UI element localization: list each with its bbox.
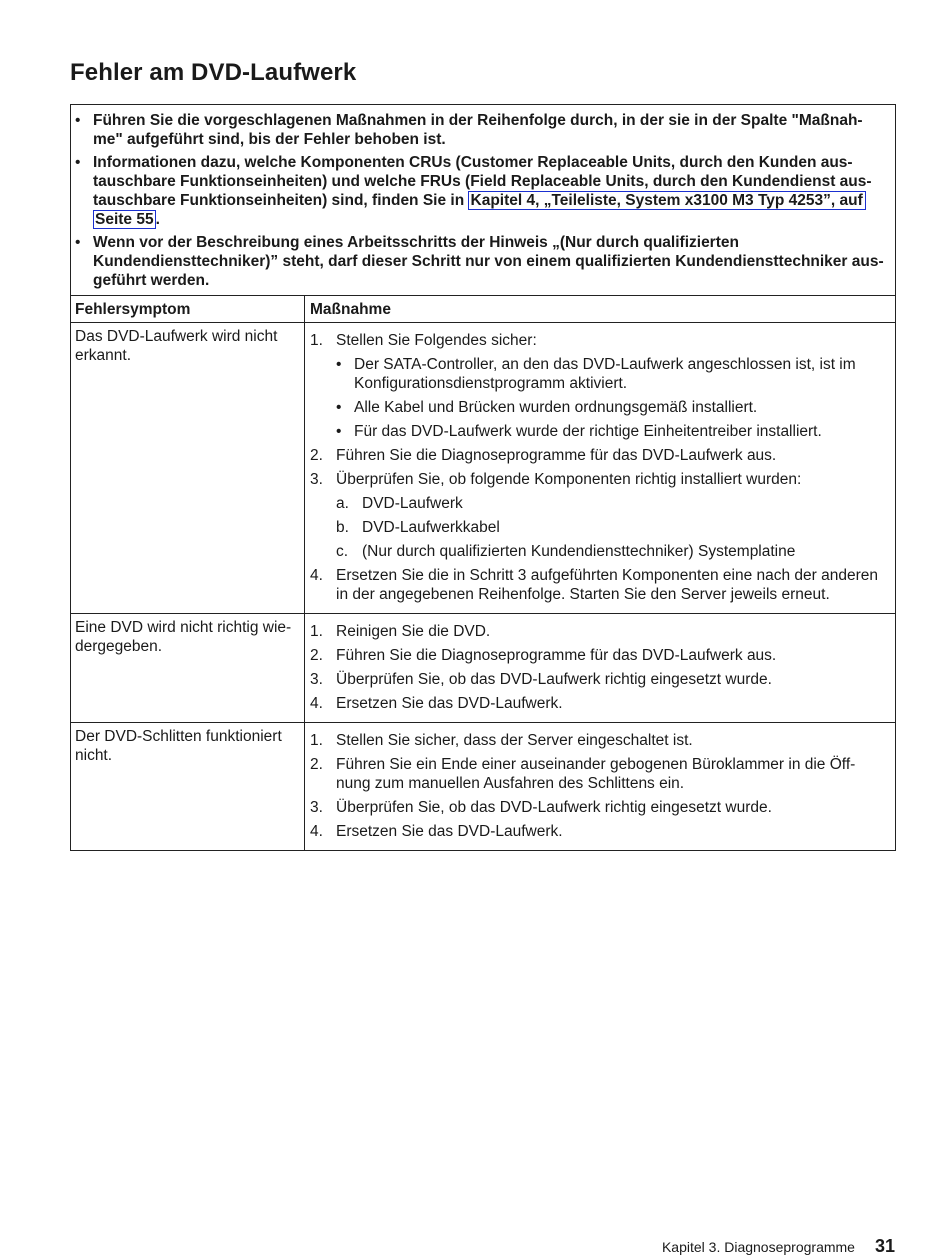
substep-item [310, 422, 889, 441]
substep-letter: b. [336, 519, 349, 536]
substep-item [310, 398, 889, 417]
bullet-icon: • [336, 356, 342, 373]
note-text: Führen Sie die vorgeschlagenen Maßnahmen in der Reihenfolge durch, in der sie in der Spalte "Maßnah-me" aufgeführt sind, bis der Fehler behoben ist. [93, 112, 863, 148]
table-row [71, 323, 895, 614]
substep-item [310, 518, 889, 537]
step-number: 2. [310, 756, 323, 773]
table-row [71, 614, 895, 723]
substep-item [310, 494, 889, 513]
column-header-action: Maßnahme [310, 301, 391, 318]
symptom-cell: Das DVD-Laufwerk wird nicht erkannt. [71, 323, 305, 613]
bullet-icon: • [75, 112, 81, 129]
note-text-end: . [155, 211, 160, 228]
step-number: 2. [310, 647, 323, 664]
step-item [310, 670, 889, 689]
substep-text: DVD-Laufwerk [362, 495, 463, 512]
step-text: Führen Sie die Diagnoseprogramme für das DVD-Laufwerk aus. [336, 447, 777, 464]
substep-text: Für das DVD-Laufwerk wurde der richtige Einheitentreiber installiert. [354, 423, 822, 440]
bullet-icon: • [336, 399, 342, 416]
step-item [310, 566, 889, 604]
bullet-icon: • [336, 423, 342, 440]
step-number: 3. [310, 799, 323, 816]
step-text: Stellen Sie sicher, dass der Server eingeschaltet ist. [336, 732, 693, 749]
step-number: 1. [310, 332, 323, 349]
page-footer [662, 1236, 895, 1257]
table-header-row [71, 296, 895, 323]
column-header-symptom: Fehlersymptom [71, 296, 305, 322]
step-item [310, 446, 889, 465]
table-notes [71, 105, 895, 296]
page-number: 31 [874, 1236, 895, 1256]
step-text: Überprüfen Sie, ob das DVD-Laufwerk richtig eingesetzt wurde. [336, 799, 772, 816]
troubleshooting-table [70, 104, 896, 851]
step-item [310, 694, 889, 713]
step-text: Führen Sie ein Ende einer auseinander gebogenen Büroklammer in die Öff-nung zum manuellen Ausfahren des Schlittens ein. [336, 756, 856, 792]
step-item [310, 470, 889, 489]
step-number: 3. [310, 671, 323, 688]
step-number: 2. [310, 447, 323, 464]
step-text: Stellen Sie Folgendes sicher: [336, 332, 537, 349]
step-text: Überprüfen Sie, ob das DVD-Laufwerk richtig eingesetzt wurde. [336, 671, 772, 688]
substep-item [310, 542, 889, 561]
bullet-icon: • [75, 234, 81, 251]
substep-text: DVD-Laufwerkkabel [362, 519, 500, 536]
footer-chapter: Kapitel 3. Diagnoseprogramme [661, 1239, 855, 1255]
bullet-icon: • [75, 154, 81, 171]
symptom-cell: Der DVD-Schlitten funktioniert nicht. [71, 723, 305, 850]
step-number: 4. [310, 695, 323, 712]
note-item [75, 233, 889, 290]
cross-reference-link-continued[interactable]: Seite 55 [95, 211, 154, 228]
step-item [310, 331, 889, 350]
action-cell [305, 614, 895, 722]
substep-item [310, 355, 889, 393]
action-cell [305, 323, 895, 613]
step-text: Ersetzen Sie das DVD-Laufwerk. [336, 823, 563, 840]
step-item [310, 755, 889, 793]
step-number: 3. [310, 471, 323, 488]
step-number: 4. [310, 567, 323, 584]
step-item [310, 731, 889, 750]
note-item [75, 153, 889, 229]
note-text: Informationen dazu, welche Komponenten CRUs (Customer Replaceable Units, durch den Kunden aus-tauschbare Funktionseinheiten) und welche FRUs (Field Replaceable Units, durch den Kundendienst aus-tauschbare Funktionseinheiten) sind, finden Sie in [93, 154, 872, 209]
page-title: Fehler am DVD-Laufwerk [70, 59, 357, 86]
step-number: 1. [310, 623, 323, 640]
cross-reference-link[interactable]: Kapitel 4, „Teileliste, System x3100 M3 Typ 4253”, auf [468, 191, 866, 210]
step-number: 4. [310, 823, 323, 840]
note-text: Wenn vor der Beschreibung eines Arbeitsschritts der Hinweis „(Nur durch qualifizierten Kundendiensttechniker)” steht, darf dieser Schritt nur von einem qualifizierten Kundendiensttechniker aus-geführt werden. [93, 234, 884, 289]
symptom-cell: Eine DVD wird nicht richtig wie-dergegeben. [71, 614, 305, 722]
substep-letter: c. [336, 543, 349, 560]
substep-text: (Nur durch qualifizierten Kundendiensttechniker) Systemplatine [362, 543, 796, 560]
substep-letter: a. [336, 495, 349, 512]
step-text: Ersetzen Sie das DVD-Laufwerk. [336, 695, 563, 712]
table-row [71, 723, 895, 850]
step-item [310, 646, 889, 665]
step-text: Führen Sie die Diagnoseprogramme für das DVD-Laufwerk aus. [336, 647, 777, 664]
action-cell [305, 723, 895, 850]
step-item [310, 798, 889, 817]
step-text: Überprüfen Sie, ob folgende Komponenten richtig installiert wurden: [336, 471, 802, 488]
step-text: Ersetzen Sie die in Schritt 3 aufgeführten Komponenten eine nach der anderen in der angegebenen Reihenfolge. Starten Sie den Server jeweils erneut. [336, 567, 879, 603]
step-text: Reinigen Sie die DVD. [336, 623, 491, 640]
note-item [75, 111, 889, 149]
step-number: 1. [310, 732, 323, 749]
step-item [310, 622, 889, 641]
step-item [310, 822, 889, 841]
substep-text: Der SATA-Controller, an den das DVD-Laufwerk angeschlossen ist, ist im Konfigurationsdienstprogramm aktiviert. [354, 356, 856, 392]
substep-text: Alle Kabel und Brücken wurden ordnungsgemäß installiert. [354, 399, 758, 416]
